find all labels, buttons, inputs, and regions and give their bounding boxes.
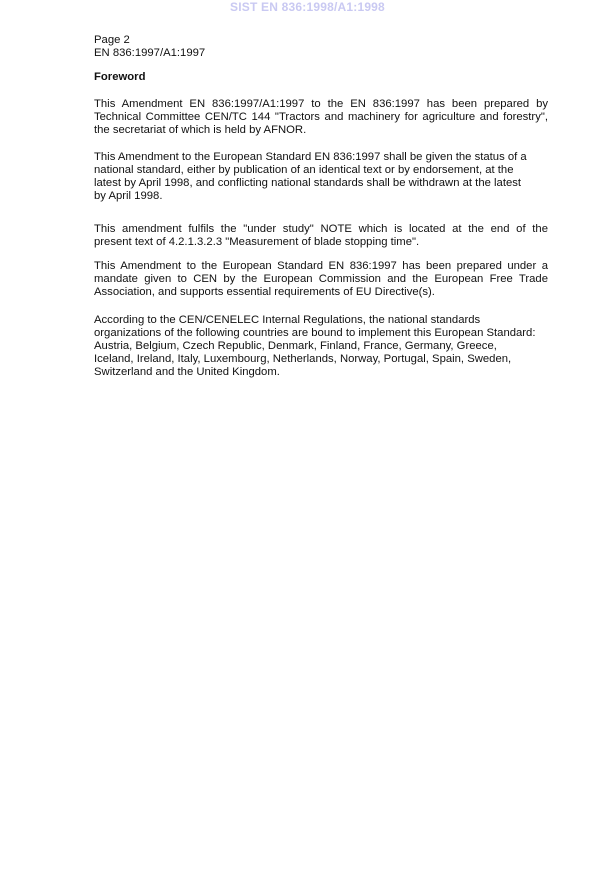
text-line: According to the CEN/CENELEC Internal Regulations, the national standards	[94, 314, 481, 326]
text-line: Iceland, Ireland, Italy, Luxembourg, Netherlands, Norway, Portugal, Spain, Sweden,	[94, 353, 512, 365]
text-line: Switzerland and the United Kingdom.	[94, 366, 280, 378]
text-line: the secretariat of which is held by AFNOR.	[94, 124, 307, 136]
paragraph-note	[94, 223, 548, 249]
text-line: This Amendment to the European Standard EN 836:1997 shall be given the status of a	[94, 151, 527, 163]
paragraph-countries	[94, 314, 548, 379]
text-line: This Amendment to the European Standard EN 836:1997 has been prepared under a	[94, 260, 548, 272]
document-id: EN 836:1997/A1:1997	[94, 47, 206, 59]
paragraph-status	[94, 151, 548, 203]
text-line: This Amendment EN 836:1997/A1:1997 to the EN 836:1997 has been prepared by	[94, 98, 548, 110]
text-line: present text of 4.2.1.3.2.3 "Measurement of blade stopping time".	[94, 236, 420, 248]
paragraph-preparation	[94, 98, 548, 137]
text-line: mandate given to CEN by the European Commission and the European Free Trade	[94, 273, 548, 285]
text-line: Association, and supports essential requirements of EU Directive(s).	[94, 286, 435, 298]
text-line: by April 1998.	[94, 190, 163, 202]
section-heading: Foreword	[94, 71, 146, 83]
text-line: This amendment fulfils the "under study" NOTE which is located at the end of the	[94, 223, 548, 235]
watermark: SIST EN 836:1998/A1:1998	[230, 0, 385, 14]
paragraph-mandate	[94, 260, 548, 299]
text-line: Technical Committee CEN/TC 144 "Tractors and machinery for agriculture and forestry",	[94, 111, 548, 123]
page-header	[94, 34, 548, 60]
text-line: organizations of the following countries are bound to implement this European Standard:	[94, 327, 536, 339]
text-line: latest by April 1998, and conflicting national standards shall be withdrawn at the latest	[94, 177, 522, 189]
text-line: Austria, Belgium, Czech Republic, Denmark, Finland, France, Germany, Greece,	[94, 340, 497, 352]
text-line: national standard, either by publication of an identical text or by endorsement, at the	[94, 164, 514, 176]
page-number: Page 2	[94, 34, 130, 46]
